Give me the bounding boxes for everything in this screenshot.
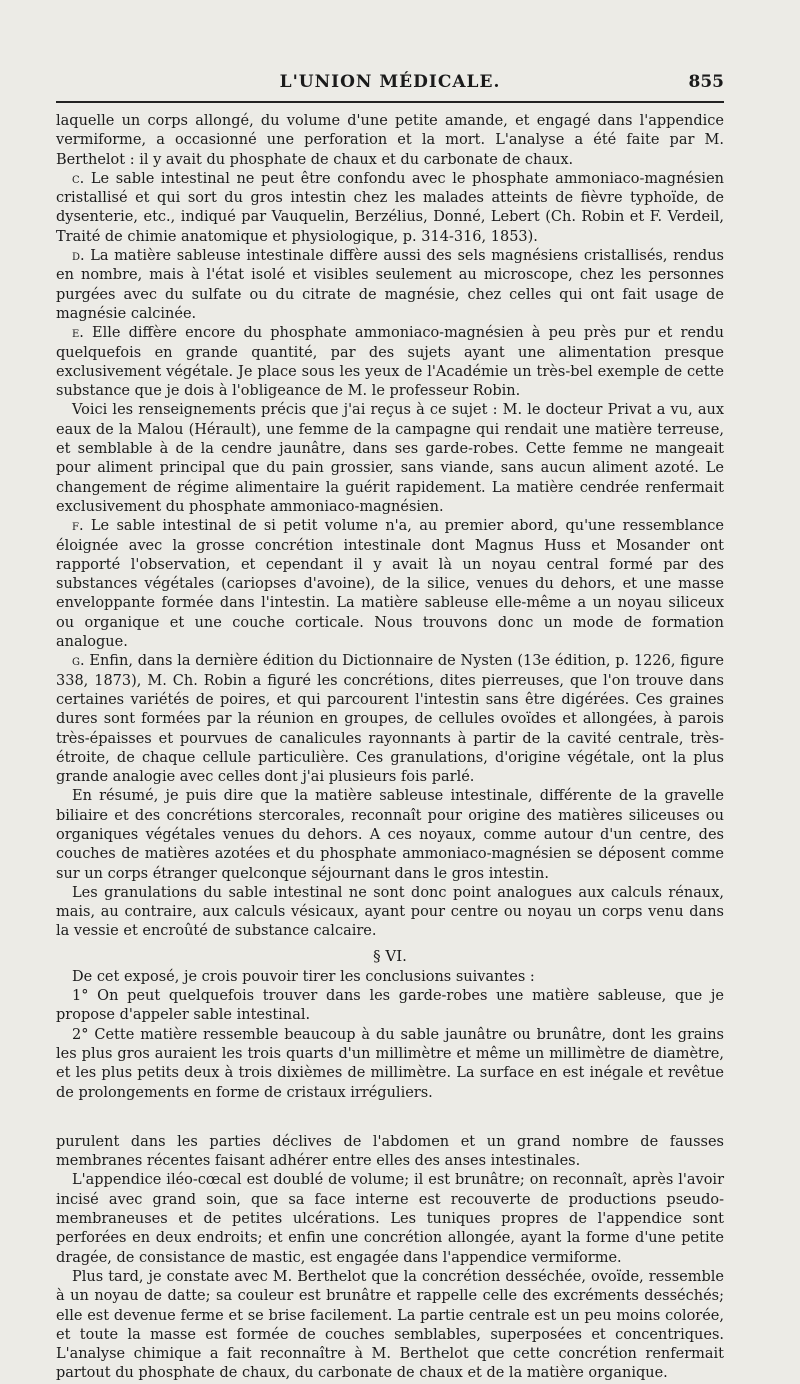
paragraph-lead: c. bbox=[72, 170, 85, 187]
paragraph-lead: e. bbox=[72, 325, 84, 342]
running-title: L'UNION MÉDICALE. bbox=[279, 72, 501, 92]
page-number: 855 bbox=[688, 72, 724, 92]
paragraph-lead: d. bbox=[72, 248, 85, 265]
conclusion-paragraph: De cet exposé, je crois pouvoir tirer les conclusions suivantes : bbox=[72, 968, 535, 985]
header-rule bbox=[56, 101, 724, 103]
paragraph: e. Elle diffère encore du phosphate ammoniaco-magnésien à peu près pur et rendu quelquefois en grande quantité, par des sujets ayant une alimentation presque exclusivement végétale. Je place sous les yeux de l'Académie un très-bel exemple de cette substance que je dois à l'obligeance de M. le professeur Robin. bbox=[56, 325, 724, 400]
continued-paragraph: L'appendice iléo-cœcal est doublé de volume; il est brunâtre; on reconnaît, après l'avoir incisé avec grand soin, que sa face interne est recouverte de productions pseudo-membraneuses et de petites ulcérations. Les tuniques propres de l'appendice sont perforées en deux endroits; et enfin une concrétion allongée, ayant la forme d'une petite dragée, de consistance de mastic, est engagée dans l'appendice vermiforme. bbox=[56, 1172, 724, 1266]
paragraph: Voici les renseignements précis que j'ai reçus à ce sujet : M. le docteur Privat a vu, aux eaux de la Malou (Hérault), une femme de la campagne qui rendait une matière terreuse, et semblable à de la cendre jaunâtre, dans ses garde-robes. Cette femme ne mangeait pour aliment principal que du pain grossier, sans viande, sans aucun aliment azoté. Le changement de régime alimentaire la guérit rapidement. La matière cendrée renfermait exclusivement du phosphate ammoniaco-magnésien. bbox=[56, 402, 724, 515]
paragraph: d. La matière sableuse intestinale diffère aussi des sels magnésiens cristallisés, rendus en nombre, mais à l'état isolé et visibles seulement au microscope, chez les personnes purgées avec du sulfate ou du citrate de magnésie, chez celles qui ont fait usage de magnésie calcinée. bbox=[56, 248, 724, 322]
page-header bbox=[56, 72, 724, 102]
paragraph-lead: g. bbox=[72, 653, 85, 670]
continued-paragraph: purulent dans les parties déclives de l'abdomen et un grand nombre de fausses membranes récentes faisant adhérer entre elles des anses intestinales. bbox=[56, 1133, 724, 1170]
conclusion-paragraph: 1° On peut quelquefois trouver dans les garde-robes une matière sableuse, que je propose d'appeler sable intestinal. bbox=[56, 988, 724, 1024]
paragraph: c. Le sable intestinal ne peut être confondu avec le phosphate ammoniaco-magnésien cristallisé et qui sort du gros intestin chez les malades atteints de fièvre typhoïde, de dysenterie, etc., indiqué par Vauquelin, Berzélius, Donné, Lebert (Ch. Robin et F. Verdeil, Traité de chimie anatomique et physiologique, p. 314-316, 1853). bbox=[56, 170, 724, 245]
paragraph-lead: f. bbox=[72, 518, 84, 535]
paragraph: f. Le sable intestinal de si petit volume n'a, au premier abord, qu'une ressemblance éloignée avec la grosse concrétion intestinale dont Magnus Huss et Mosander ont rapporté l'observation, et cependant il y avait là un noyau central formé par des substances végétales (cariopses d'avoine), de la silice, venues du dehors, et une masse enveloppante formée dans l'intestin. La matière sableuse elle-même a un noyau siliceux ou organique et une couche corticale. Nous trouvons donc un mode de formation analogue. bbox=[56, 518, 724, 651]
section-gap bbox=[56, 1103, 724, 1133]
conclusion-paragraph: 2° Cette matière ressemble beaucoup à du sable jaunâtre ou brunâtre, dont les grains les plus gros auraient les trois quarts d'un millimètre et même un millimètre de diamètre, et les plus petits deux à trois dixièmes de millimètre. La surface en est inégale et revêtue de prolongements en forme de cristaux irréguliers. bbox=[56, 1026, 724, 1101]
section-heading: § VI. bbox=[373, 946, 407, 965]
body-text bbox=[56, 112, 724, 1384]
paragraph: laquelle un corps allongé, du volume d'une petite amande, et engagé dans l'appendice vermiforme, a occasionné une perforation et la mort. L'analyse a été faite par M. Berthelot : il y avait du phosphate de chaux et du carbonate de chaux. bbox=[56, 113, 724, 168]
paragraph: g. Enfin, dans la dernière édition du Dictionnaire de Nysten (13e édition, p. 1226, figure 338, 1873), M. Ch. Robin a figuré les concrétions, dites pierreuses, que l'on trouve dans certaines variétés de poires, et qui parcourent l'intestin sans être digérées. Ces graines dures sont formées par la réunion en groupes, de cellules ovoïdes et allongées, à parois très-épaisses et pourvues de canalicules rayonnants à partir de la cavité centrale, très-étroite, de chaque cellule particulière. Ces granulations, d'origine végétale, ont la plus grande analogie avec celles dont j'ai plusieurs fois parlé. bbox=[56, 653, 724, 786]
continued-paragraph: Plus tard, je constate avec M. Berthelot que la concrétion desséchée, ovoïde, ressemble à un noyau de datte; sa couleur est brunâtre et rappelle celle des excréments desséchés; elle est devenue ferme et se brise facilement. La partie centrale est un peu moins colorée, et toute la masse est formée de couches semblables, superposées et concentriques. L'analyse chimique a fait reconnaître à M. Berthelot que cette concrétion renfermait partout du phosphate de chaux, du carbonate de chaux et de la matière organique. bbox=[56, 1268, 724, 1382]
paragraph: Les granulations du sable intestinal ne sont donc point analogues aux calculs rénaux, mais, au contraire, aux calculs vésicaux, ayant pour centre ou noyau un corps venu dans la vessie et encroûté de substance calcaire. bbox=[56, 884, 724, 940]
paragraph: En résumé, je puis dire que la matière sableuse intestinale, différente de la gravelle biliaire et des concrétions stercorales, reconnaît pour origine des matières siliceuses ou organiques végétales venues du dehors. A ces noyaux, comme autour d'un centre, des couches de matières azotées et du phosphate ammoniaco-magnésien se déposent comme sur un corps étranger quelconque séjournant dans le gros intestin. bbox=[56, 788, 724, 882]
